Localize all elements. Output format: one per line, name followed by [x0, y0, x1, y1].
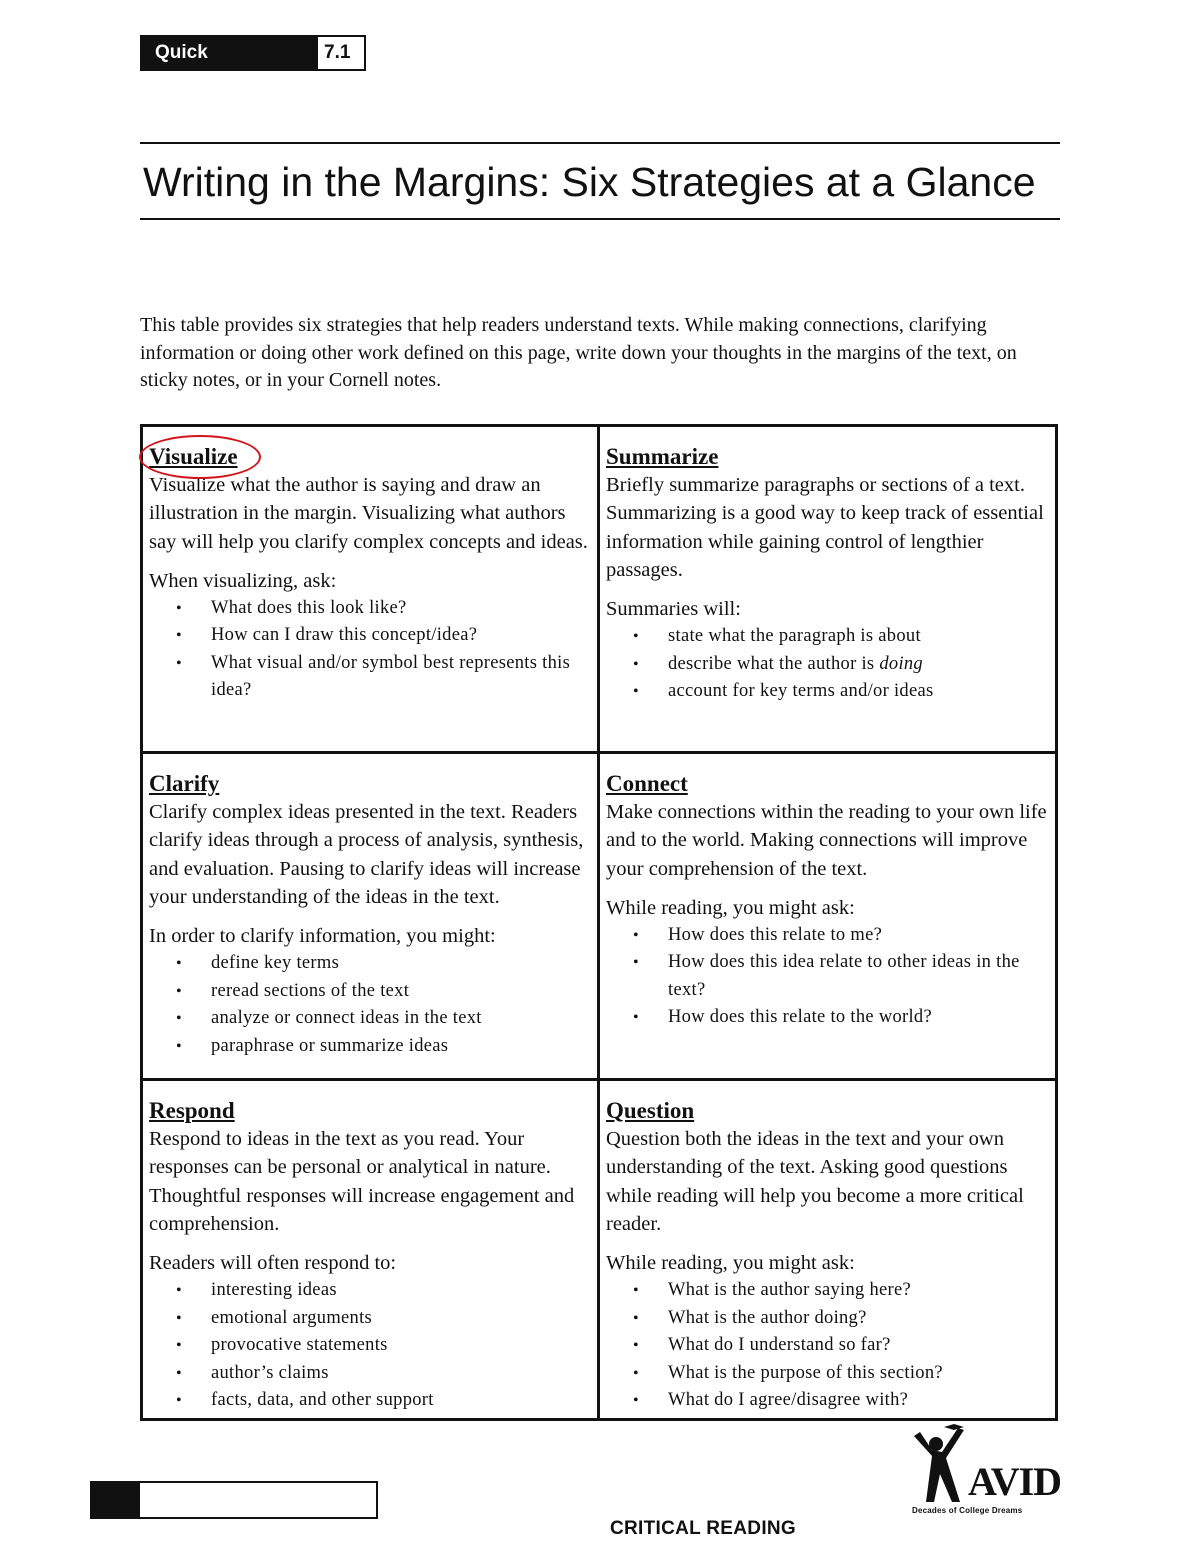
list-item: • How does this idea relate to other ideas in the text?: [606, 949, 1049, 1004]
strategy-heading: Question: [606, 1098, 695, 1123]
list-item: • What is the author doing?: [606, 1305, 1049, 1333]
list-item: • state what the paragraph is about: [606, 623, 1049, 651]
list-item: • What visual and/or symbol best represents this idea?: [149, 650, 591, 705]
page-number-block: [92, 1483, 140, 1517]
list-item: • paraphrase or summarize ideas: [149, 1033, 591, 1061]
list-item: • What do I understand so far?: [606, 1332, 1049, 1360]
strategy-description: Visualize what the author is saying and draw an illustration in the margin. Visualizing what authors say will help you clarify complex concepts and ideas.: [149, 474, 588, 553]
footer-section-label: CRITICAL READING: [610, 1518, 797, 1539]
page-number-bar: [90, 1481, 378, 1519]
list-item: • analyze or connect ideas in the text: [149, 1005, 591, 1033]
list-item: • What is the purpose of this section?: [606, 1360, 1049, 1388]
page-title: Writing in the Margins: Six Strategies at a Glance: [143, 159, 1036, 205]
strategy-respond: [143, 1081, 600, 1418]
strategy-visualize: [143, 427, 600, 754]
list-item: • How does this relate to the world?: [606, 1004, 1049, 1032]
list-item: • provocative statements: [149, 1332, 591, 1360]
strategy-description: Question both the ideas in the text and your own understanding of the text. Asking good questions while reading will help you become a more critical reader.: [606, 1128, 1024, 1235]
quick-reference-badge: [140, 35, 366, 95]
strategy-description: Clarify complex ideas presented in the text. Readers clarify ideas through a process of analysis, synthesis, and evaluation. Pausing to clarify ideas will increase your understanding of the ideas in the text.: [149, 801, 584, 908]
strategy-prompt: While reading, you might ask:: [606, 896, 855, 919]
strategy-bullets: [149, 595, 591, 705]
strategy-description: Respond to ideas in the text as you read. Your responses can be personal or analytical in nature. Thoughtful responses will increase engagement and comprehension.: [149, 1128, 575, 1235]
strategy-prompt: While reading, you might ask:: [606, 1252, 855, 1275]
strategy-bullets: [149, 950, 591, 1060]
list-item: • define key terms: [149, 950, 591, 978]
strategy-description: Make connections within the reading to your own life and to the world. Making connections will improve your comprehension of the text.: [606, 801, 1047, 880]
list-item: • How can I draw this concept/idea?: [149, 622, 591, 650]
title-top-rule: [140, 142, 1060, 144]
strategy-bullets: [606, 1277, 1049, 1415]
strategy-connect: [600, 754, 1055, 1081]
list-item: • How does this relate to me?: [606, 922, 1049, 950]
list-item: [606, 651, 1049, 679]
intro-paragraph: This table provides six strategies that help readers understand texts. While making connections, clarifying information or doing other work defined on this page, write down your thoughts in the margins of the text, on sticky notes, or in your Cornell notes.: [140, 314, 1017, 391]
strategies-table: [140, 424, 1058, 1421]
strategy-heading: Summarize: [606, 444, 719, 469]
list-item: • What do I agree/disagree with?: [606, 1387, 1049, 1415]
avid-logo: [912, 1422, 1062, 1522]
list-item: • interesting ideas: [149, 1277, 591, 1305]
quick-reference-label: Quick Reference: [142, 37, 316, 69]
strategy-summarize: [600, 427, 1055, 754]
logo-tagline: Decades of College Dreams: [912, 1506, 1023, 1515]
title-middle-rule: [140, 218, 1060, 220]
list-item: • reread sections of the text: [149, 978, 591, 1006]
strategy-question: [600, 1081, 1055, 1418]
list-item: • account for key terms and/or ideas: [606, 678, 1049, 706]
strategy-prompt: When visualizing, ask:: [149, 569, 337, 592]
list-item: • emotional arguments: [149, 1305, 591, 1333]
figure-icon: [912, 1422, 972, 1506]
strategy-heading: Visualize: [149, 444, 238, 469]
strategy-bullets: [606, 623, 1049, 706]
list-item: • author’s claims: [149, 1360, 591, 1388]
strategy-clarify: [143, 754, 600, 1081]
logo-wordmark: AVID: [968, 1459, 1062, 1504]
strategy-bullets: [606, 922, 1049, 1032]
list-item: • facts, data, and other support: [149, 1387, 591, 1415]
strategy-description: Briefly summarize paragraphs or sections of a text. Summarizing is a good way to keep track of essential information while gaining control of lengthier passages.: [606, 474, 1044, 581]
strategy-prompt: Summaries will:: [606, 598, 741, 621]
list-item: • What does this look like?: [149, 595, 591, 623]
strategy-prompt: In order to clarify information, you might:: [149, 925, 496, 948]
quick-reference-number: 7.1: [316, 37, 364, 69]
strategy-prompt: Readers will often respond to:: [149, 1252, 397, 1275]
strategy-bullets: [149, 1277, 591, 1415]
emphasis-text: doing: [879, 653, 923, 674]
list-item-text: describe what the author is: [668, 653, 875, 674]
strategy-heading: Connect: [606, 771, 688, 796]
strategy-heading: Clarify: [149, 771, 220, 796]
list-item: • What is the author saying here?: [606, 1277, 1049, 1305]
strategy-heading: Respond: [149, 1098, 235, 1123]
